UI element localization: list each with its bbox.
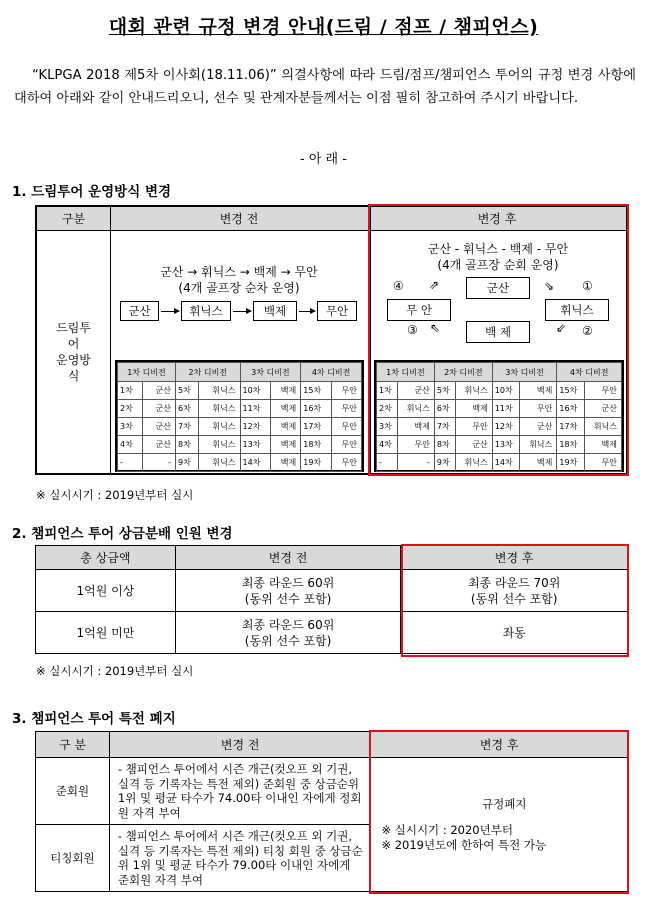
after-line2: (동위 선수 포함) (470, 591, 558, 606)
round-number: 12차 (492, 418, 520, 436)
round-number: 16차 (301, 400, 332, 418)
venue-name: 군산 (143, 382, 176, 400)
round-number: 7차 (434, 418, 455, 436)
round-number: 1차 (118, 382, 143, 400)
after-abolished: 규정폐지 (482, 796, 527, 811)
before-box-baekje: 백제 (253, 301, 297, 321)
venue-name: 백제 (520, 454, 557, 472)
table-row (118, 382, 362, 400)
round-number: - (377, 454, 398, 472)
arrow-right-icon (233, 311, 251, 312)
venue-name: 백제 (271, 454, 301, 472)
step-mark-4: ④ (393, 279, 404, 293)
round-number: 6차 (175, 400, 198, 418)
round-number: 18차 (301, 436, 332, 454)
round-number: 14차 (492, 454, 520, 472)
after-box-phoenix: 휘닉스 (545, 299, 609, 321)
before-box-phoenix: 휘닉스 (181, 301, 231, 321)
before-description: - 챔피언스 투어에서 시즌 개근(컷오프 외 기권, 실격 등 기록자는 특전 제외) 티칭 회원 중 상금순위 1위 및 평균 타수가 79.00타 이내인 자에게 준회원 자격 부여 (109, 825, 371, 892)
round-number: 12차 (240, 418, 271, 436)
round-number: 5차 (175, 382, 198, 400)
before-division-header: 2차 디비전 (175, 363, 240, 382)
intro-text: “KLPGA 2018 제5차 이사회(18.11.06)” 의결사항에 따라 드림/점프/챔피언스 투어의 규정 변경 사항에 대하여 아래와 같이 안내드리오니, 선수 및 관계자분들께서는 이점 필히 참고하여 주시기 바랍니다. (14, 68, 636, 106)
venue-name: - (397, 454, 434, 472)
venue-name: 군산 (143, 418, 176, 436)
round-number: 2차 (118, 400, 143, 418)
venue-name: 무안 (397, 436, 434, 454)
venue-name: 휘닉스 (397, 400, 434, 418)
round-number: 14차 (240, 454, 271, 472)
after-box-gunsan: 군산 (466, 277, 530, 299)
page-title: 대회 관련 규정 변경 안내(드림 / 점프 / 챔피언스) (108, 16, 539, 38)
venue-name: 군산 (143, 400, 176, 418)
venue-name: 군산 (520, 418, 557, 436)
header-before: 변경 전 (175, 546, 401, 570)
highlight-after-section3 (369, 730, 629, 894)
round-number: 13차 (492, 436, 520, 454)
highlight-after-section1 (368, 204, 629, 476)
after-box-muan: 무 안 (387, 299, 451, 321)
before-division-header: 1차 디비전 (118, 363, 176, 382)
venue-name: 휘닉스 (584, 418, 621, 436)
before-line2: (동위 선수 포함) (244, 633, 332, 648)
after-box-baekje: 백 제 (466, 321, 530, 343)
prize-amount: 1억원 이상 (36, 570, 176, 612)
round-number: 19차 (301, 454, 332, 472)
before-division-table (115, 360, 364, 472)
round-number: 13차 (240, 436, 271, 454)
venue-name: 군산 (455, 436, 492, 454)
before-line1: 최종 라운드 60위 (241, 575, 335, 590)
round-number: 11차 (240, 400, 271, 418)
before-flow-caption: (4개 골프장 순차 운영) (178, 281, 300, 295)
section1-note: ※ 실시시기 : 2019년부터 실시 (36, 488, 194, 502)
table-row (118, 400, 362, 418)
round-number: 1차 (377, 382, 398, 400)
step-mark-1: ① (582, 279, 593, 293)
before-line2: (동위 선수 포함) (244, 591, 332, 606)
venue-name: 무안 (520, 400, 557, 418)
section2-title: 2. 챔피언스 투어 상금분배 인원 변경 (12, 526, 233, 542)
round-number: 4차 (118, 436, 143, 454)
after-division-header: 2차 디비전 (434, 363, 492, 382)
header-after: 변경 후 (401, 546, 628, 570)
venue-name: 무안 (584, 382, 621, 400)
table-row (118, 454, 362, 472)
header-after: 변경 후 (371, 732, 628, 758)
venue-name: 무안 (331, 400, 361, 418)
header-before: 변경 전 (109, 732, 371, 758)
round-number: 8차 (434, 436, 455, 454)
row-label-dream-tour (37, 231, 110, 473)
round-number: 17차 (557, 418, 585, 436)
step-mark-3: ③ (407, 323, 418, 337)
member-type: 준회원 (36, 758, 110, 825)
row-label-text: 드림투어 운영방식 (56, 321, 91, 383)
venue-name: 백제 (584, 436, 621, 454)
after-note-1: ※ 실시시기 : 2020년부터 (381, 823, 513, 838)
venue-name: 휘닉스 (455, 382, 492, 400)
venue-name: 백제 (271, 400, 301, 418)
round-number: 8차 (175, 436, 198, 454)
after-division-header: 1차 디비전 (377, 363, 435, 382)
round-number: 6차 (434, 400, 455, 418)
header-total-prize: 총 상금액 (36, 546, 176, 570)
member-type: 티칭회원 (36, 825, 110, 892)
venue-name: 무안 (331, 454, 361, 472)
table-row (118, 436, 362, 454)
venue-name: 무안 (584, 454, 621, 472)
step-mark-2: ② (582, 324, 593, 338)
highlight-after-section2 (401, 544, 629, 657)
venue-name: 휘닉스 (199, 418, 240, 436)
before-flow-sequence: 군산 → 휘닉스 → 백제 → 무안 (160, 265, 318, 279)
section3-title: 3. 챔피언스 투어 특전 폐지 (12, 711, 176, 727)
venue-name: 백제 (271, 418, 301, 436)
round-number: 15차 (301, 382, 332, 400)
after-division-header: 3차 디비전 (492, 363, 557, 382)
venue-name: 백제 (455, 400, 492, 418)
venue-name: 군산 (397, 382, 434, 400)
round-number: - (118, 454, 143, 472)
round-number: 19차 (557, 454, 585, 472)
round-number: 16차 (557, 400, 585, 418)
round-number: 17차 (301, 418, 332, 436)
before-line1: 최종 라운드 60위 (241, 617, 335, 632)
header-before: 변경 전 (110, 207, 368, 231)
after-flow-caption: (4개 골프장 순회 운영) (437, 258, 559, 272)
section-divider-label: - 아 래 - (300, 152, 347, 167)
venue-name: 군산 (584, 400, 621, 418)
venue-name: 무안 (331, 418, 361, 436)
arrow-right-icon (161, 311, 179, 312)
round-number: 3차 (377, 418, 398, 436)
intro-paragraph (14, 64, 636, 110)
after-division-header: 4차 디비전 (557, 363, 622, 382)
venue-name: 백제 (397, 418, 434, 436)
round-number: 5차 (434, 382, 455, 400)
table-row (118, 418, 362, 436)
round-number: 9차 (434, 454, 455, 472)
venue-name: 군산 (143, 436, 176, 454)
before-division-header: 4차 디비전 (301, 363, 362, 382)
round-number: 18차 (557, 436, 585, 454)
venue-name: 휘닉스 (520, 436, 557, 454)
venue-name: 휘닉스 (455, 454, 492, 472)
venue-name: 휘닉스 (199, 382, 240, 400)
venue-name: 휘닉스 (199, 400, 240, 418)
round-number: 9차 (175, 454, 198, 472)
venue-name: 백제 (520, 382, 557, 400)
header-category: 구분 (37, 207, 110, 231)
double-arrow-down-left-icon: ⇙ (556, 321, 567, 335)
venue-name: 휘닉스 (199, 436, 240, 454)
round-number: 10차 (492, 382, 520, 400)
round-number: 2차 (377, 400, 398, 418)
after-flow-sequence: 군산 - 휘닉스 - 백제 - 무안 (427, 242, 569, 256)
venue-name: - (143, 454, 176, 472)
venue-name: 휘닉스 (199, 454, 240, 472)
round-number: 15차 (557, 382, 585, 400)
before-division-header: 3차 디비전 (240, 363, 301, 382)
double-arrow-down-right-icon: ⇘ (544, 279, 555, 293)
venue-name: 무안 (455, 418, 492, 436)
round-number: 3차 (118, 418, 143, 436)
double-arrow-up-left-icon: ⇖ (430, 321, 441, 335)
section1-title: 1. 드림투어 운영방식 변경 (12, 184, 172, 200)
header-category: 구 분 (36, 732, 110, 758)
after-line1: 좌동 (502, 625, 526, 640)
double-arrow-up-right-icon: ⇗ (429, 278, 440, 292)
venue-name: 백제 (271, 436, 301, 454)
after-note-2: ※ 2019년도에 한하여 특전 가능 (381, 837, 547, 852)
before-box-gunsan: 군산 (120, 301, 159, 321)
venue-name: 무안 (331, 382, 361, 400)
after-line1: 최종 라운드 70위 (467, 575, 561, 590)
round-number: 10차 (240, 382, 271, 400)
round-number: 4차 (377, 436, 398, 454)
before-description: - 챔피언스 투어에서 시즌 개근(컷오프 외 기권, 실격 등 기록자는 특전 제외) 준회원 중 상금순위 1위 및 평균 타수가 74.00타 이내인 자에게 정회원 자격 부여 (109, 758, 371, 825)
before-cell (175, 570, 401, 612)
header-after: 변경 후 (368, 207, 626, 231)
prize-amount: 1억원 미만 (36, 612, 176, 654)
before-cell (175, 612, 401, 654)
before-box-muan: 무안 (317, 301, 357, 321)
arrow-right-icon (299, 311, 315, 312)
round-number: 7차 (175, 418, 198, 436)
venue-name: 백제 (271, 382, 301, 400)
round-number: 11차 (492, 400, 520, 418)
venue-name: 무안 (331, 436, 361, 454)
section2-note: ※ 실시시기 : 2019년부터 실시 (36, 664, 194, 678)
